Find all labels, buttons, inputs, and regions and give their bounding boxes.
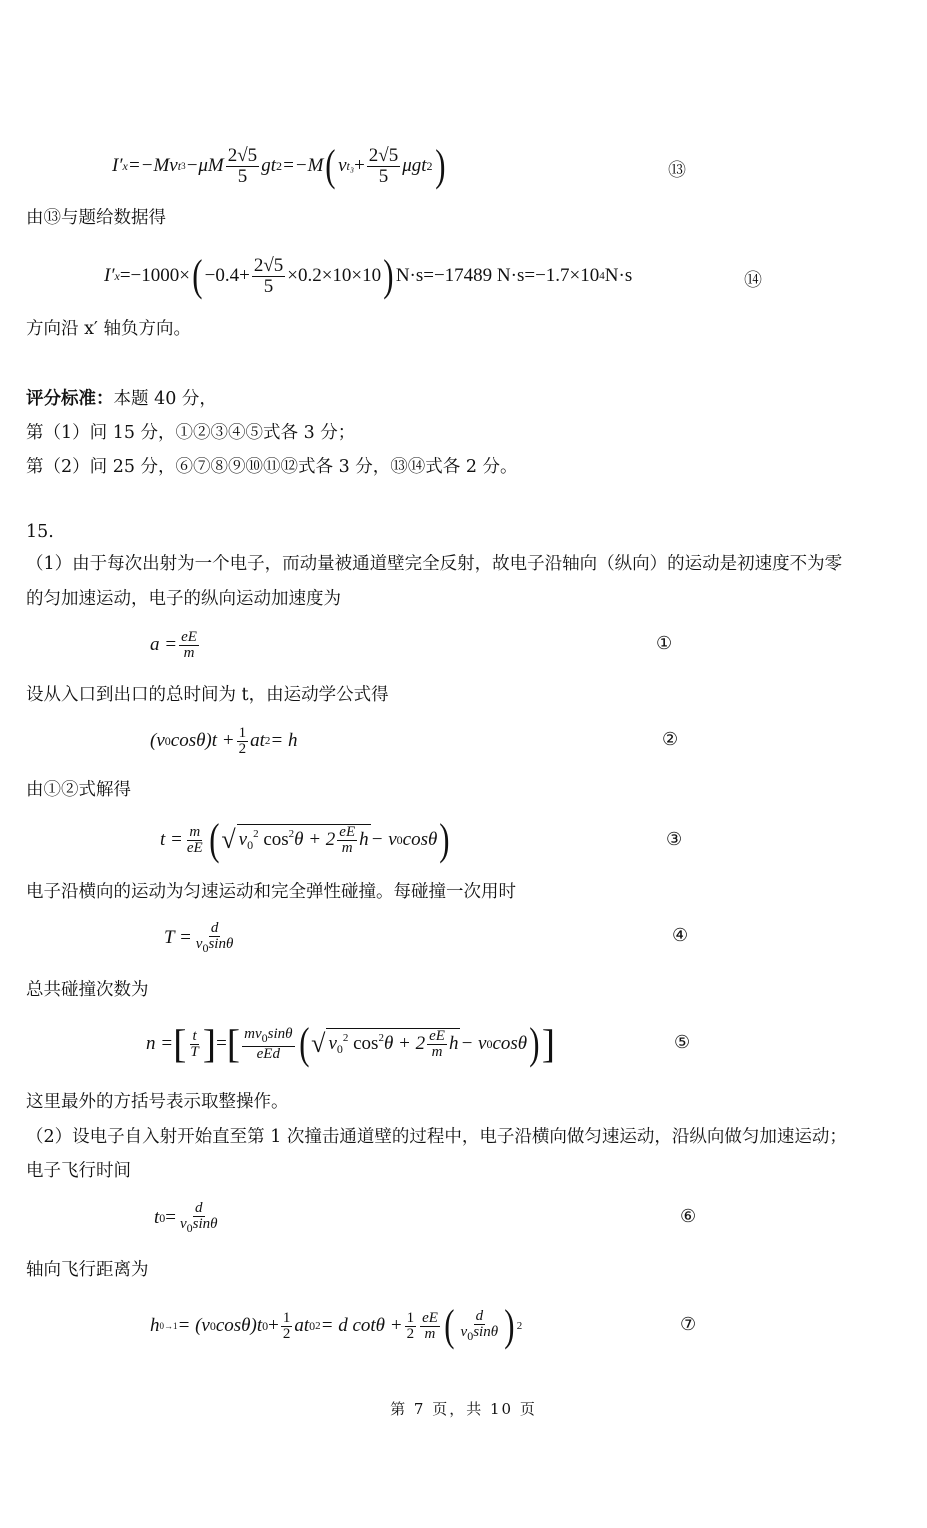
- eq5-r1e: 2: [342, 1031, 349, 1044]
- f13-in1-sub: t₃: [346, 158, 355, 173]
- eq5-sqrt-body: [326, 1028, 460, 1060]
- eq2-a: (v: [150, 730, 165, 751]
- eq7-exp: 2: [516, 1320, 523, 1332]
- eq7-d: +: [268, 1315, 279, 1336]
- eq7-n2: 1: [406, 1309, 415, 1326]
- eq3-iden: m: [341, 840, 353, 856]
- eq5-r1s: 0: [336, 1041, 343, 1056]
- eq7-frac3: [420, 1311, 440, 1342]
- eq3-r6: cosθ: [402, 829, 438, 850]
- eq3-r5s: 0: [396, 832, 403, 847]
- eq6-frac: [178, 1201, 220, 1236]
- eq-4: [164, 914, 237, 962]
- eq3-r3: θ + 2: [294, 828, 336, 850]
- eq7-ee: 2: [315, 1320, 321, 1332]
- eq3-inum: eE: [339, 824, 356, 840]
- eq-1: [150, 622, 201, 668]
- eq2-den: 2: [238, 740, 247, 757]
- eq-number-3: ③: [666, 829, 683, 850]
- text-transverse: 电子沿横向的运动为匀速运动和完全弹性碰撞。每碰撞一次用时: [26, 882, 516, 902]
- eq6-den-s: 0: [186, 1220, 193, 1235]
- eq7-d3: m: [424, 1325, 436, 1342]
- f13-frac-num: 2√5: [227, 144, 258, 166]
- eq6-num: d: [195, 1199, 203, 1216]
- f13-in3-sub: 2: [426, 158, 433, 173]
- eq5-r1: v: [328, 1032, 337, 1054]
- eq-number-4: ④: [672, 925, 689, 946]
- eq-number-6: ⑥: [680, 1206, 697, 1227]
- f14-frac-den: 5: [263, 275, 274, 297]
- eq-number-14: ⑭: [744, 270, 762, 291]
- eq7-frac4: [459, 1309, 501, 1344]
- f14-lhs-sub: x: [114, 268, 120, 283]
- f14-in1: −0.4+: [204, 265, 250, 286]
- eq7-d4s: 0: [467, 1328, 474, 1343]
- eq1-lhs: a =: [150, 634, 178, 655]
- eq5-lhs: n =: [146, 1033, 174, 1054]
- f14-part3: N·s: [604, 265, 633, 286]
- eq3-r1e: 2: [253, 827, 259, 840]
- eq5-iden: m: [431, 1044, 443, 1060]
- eq6-den-b: sinθ: [192, 1215, 218, 1232]
- f14-part2: N·s=−17489 N·s=−1.7×10: [395, 265, 600, 286]
- eq5-frac-main: [242, 1027, 294, 1062]
- scoring-title: 评分标准：: [26, 389, 114, 409]
- eq2-c: cosθ)t +: [170, 730, 235, 751]
- f13-lparen: (: [325, 141, 336, 190]
- eq7-e: at: [294, 1315, 310, 1336]
- formula-14: [104, 248, 632, 304]
- text-from-13: 由⑬与题给数据得: [26, 208, 166, 228]
- eq2-e: 2: [264, 735, 271, 747]
- f14-frac-num: 2√5: [253, 254, 284, 276]
- eq-7: [150, 1298, 522, 1354]
- eq-number-7: ⑦: [680, 1314, 697, 1335]
- eq-5: [146, 1014, 555, 1074]
- scoring-line-1: 第（1）问 15 分，①②③④⑤式各 3 分；: [26, 423, 356, 443]
- para1-line1: （1）由于每次出射为一个电子，而动量被通道壁完全反射，故电子沿轴向（纵向）的运动是初速度不为零: [26, 554, 843, 574]
- text-solve: 由①②式解得: [26, 780, 131, 800]
- eq5-r2e: 2: [378, 1031, 384, 1044]
- eq7-bs: 0: [209, 1318, 216, 1333]
- eq4-den-s: 0: [202, 940, 209, 955]
- f13-in2: +: [354, 155, 365, 176]
- eq5-r5s: 0: [486, 1036, 493, 1051]
- eq5-r4: h: [448, 1032, 459, 1054]
- eq5-num-a: mv: [244, 1025, 262, 1042]
- eq2-b: 0: [164, 733, 171, 748]
- page-footer: 第 7 页，共 10 页: [390, 1400, 537, 1418]
- eq2-f: = h: [270, 730, 298, 751]
- scoring-line-2: 第（2）问 25 分，⑥⑦⑧⑨⑩⑪⑫式各 3 分，⑬⑭式各 2 分。: [26, 457, 518, 477]
- scoring-title-rest: 本题 40 分，: [113, 389, 217, 409]
- eq2-frac: [237, 726, 249, 757]
- eq5-lbracket1: [: [173, 1021, 187, 1066]
- eq7-lparen: (: [444, 1301, 455, 1350]
- eq5-eq: =: [216, 1033, 227, 1054]
- eq1-den: m: [183, 644, 195, 661]
- eq5-tn: t: [192, 1027, 197, 1044]
- eq5-rbracket2: ]: [541, 1021, 556, 1066]
- eq5-num-b: sinθ: [267, 1025, 293, 1042]
- f13-frac-den: 5: [237, 165, 248, 187]
- f13-in1: v: [338, 155, 347, 176]
- f13-in3: μgt: [402, 155, 427, 176]
- eq3-inner-frac: [337, 825, 357, 856]
- f13-in-frac-num: 2√5: [368, 144, 399, 166]
- f13-part4: =−M: [281, 155, 324, 176]
- eq7-d4b: sinθ: [473, 1323, 499, 1340]
- eq7-a: h: [150, 1315, 160, 1336]
- eq-number-13: ⑬: [668, 160, 686, 181]
- eq3-r4: h: [359, 828, 369, 850]
- eq7-n3: eE: [422, 1309, 438, 1326]
- eq4-frac: [194, 921, 236, 956]
- eq3-lhs: t =: [160, 829, 183, 850]
- eq-number-1: ①: [656, 633, 673, 654]
- f14-exp: 4: [599, 270, 605, 282]
- eq5-radical: √: [311, 1029, 326, 1058]
- eq3-r2e: 2: [288, 827, 295, 840]
- eq4-num: d: [210, 919, 219, 936]
- problem-number: 15.: [26, 522, 54, 542]
- f14-lhs: I′: [104, 265, 115, 286]
- text-total-collisions: 总共碰撞次数为: [26, 980, 149, 1000]
- eq5-r3: θ + 2: [383, 1032, 426, 1054]
- para2-line2: 电子飞行时间: [26, 1161, 131, 1181]
- eq6-lhs-s: 0: [159, 1210, 166, 1225]
- eq-6: [154, 1194, 222, 1242]
- eq5-rbracket1: ]: [202, 1021, 217, 1066]
- eq-number-5: ⑤: [674, 1032, 691, 1053]
- eq3-radical: √: [221, 825, 236, 854]
- f13-in-frac-den: 5: [378, 165, 389, 187]
- eq7-f: = d cotθ +: [320, 1315, 403, 1336]
- eq5-rparen: ): [529, 1019, 540, 1068]
- f14-frac: [252, 256, 285, 297]
- eq-2: [150, 718, 297, 764]
- eq3-r1: v: [238, 828, 248, 850]
- eq3-den: eE: [186, 839, 203, 856]
- eq5-r5: − v: [460, 1033, 487, 1054]
- f13-v-sub: t: [177, 158, 182, 173]
- text-direction: 方向沿 x′ 轴负方向。: [26, 319, 191, 339]
- para1-line2: 的匀加速运动，电子的纵向运动加速度为: [26, 589, 341, 609]
- f14-in2: ×0.2×10×10: [287, 265, 382, 286]
- eq4-den-a: v: [195, 935, 203, 952]
- eq3-frac: [185, 825, 205, 856]
- eq1-frac: [179, 630, 199, 661]
- eq5-frac-tT: [188, 1029, 200, 1060]
- eq2-num: 1: [238, 724, 247, 741]
- eq4-lhs: T =: [164, 927, 192, 948]
- eq5-lbracket2: [: [226, 1021, 241, 1066]
- f14-rparen: ): [383, 251, 394, 300]
- eq4-den-b: sinθ: [208, 935, 234, 952]
- eq6-den-a: v: [180, 1215, 187, 1232]
- f13-in-frac: [367, 146, 400, 187]
- eq-3: [160, 814, 452, 866]
- f13-lhs-sub: x: [122, 158, 128, 173]
- formula-13: [112, 138, 447, 194]
- f13-frac: [226, 146, 259, 187]
- f13-part2: −μM: [185, 155, 224, 176]
- eq6-lhs-a: t: [154, 1207, 160, 1228]
- eq5-r6: cosθ: [492, 1033, 528, 1054]
- f13-t-sub: 2: [275, 158, 282, 173]
- eq5-inum: eE: [429, 1028, 445, 1044]
- eq7-frac1: [281, 1311, 293, 1342]
- f13-part3: gt: [261, 155, 276, 176]
- eq7-cs: 0: [262, 1318, 269, 1333]
- f13-v-subsub: 3: [181, 161, 186, 171]
- eq3-rparen: ): [439, 815, 450, 864]
- text-axial: 轴向飞行距离为: [26, 1260, 149, 1280]
- eq3-r2: cos: [263, 828, 289, 850]
- eq7-as: 0→1: [159, 1321, 178, 1331]
- eq7-frac2: [405, 1311, 417, 1342]
- text-total-time: 设从入口到出口的总时间为 t，由运动学公式得: [26, 685, 389, 705]
- scoring-title-line: [26, 388, 217, 410]
- eq3-r5: − v: [370, 829, 397, 850]
- eq5-lparen: (: [298, 1019, 309, 1068]
- eq7-c: cosθ)t: [215, 1315, 263, 1336]
- eq7-b: = (v: [177, 1315, 210, 1336]
- eq3-lparen: (: [208, 815, 220, 864]
- eq7-rparen: ): [504, 1301, 515, 1350]
- f13-lhs: I′: [112, 155, 123, 176]
- eq7-n1: 1: [282, 1309, 291, 1326]
- eq3-sqrt-body: [237, 824, 371, 856]
- eq5-den: eEd: [256, 1045, 280, 1062]
- eq2-d: at: [250, 730, 265, 751]
- eq5-num-s: 0: [261, 1030, 268, 1045]
- eq7-n4: d: [475, 1307, 484, 1324]
- eq5-inner-frac: [427, 1029, 447, 1060]
- f14-lparen: (: [192, 251, 203, 300]
- eq5-td: T: [190, 1043, 199, 1060]
- eq7-es: 0: [309, 1318, 316, 1333]
- eq7-d2: 2: [406, 1325, 415, 1342]
- eq7-d1: 2: [282, 1325, 291, 1342]
- eq6-lhs-b: =: [165, 1207, 176, 1228]
- para2-line1: （2）设电子自入射开始直至第 1 次撞击通道壁的过程中，电子沿横向做匀速运动，沿纵向做匀加速运动；: [26, 1127, 847, 1147]
- eq1-num: eE: [181, 628, 197, 645]
- eq-number-2: ②: [662, 729, 679, 750]
- f13-part1: =−Mv: [127, 155, 178, 176]
- eq7-d4a: v: [460, 1323, 468, 1340]
- eq3-r1s: 0: [247, 837, 254, 852]
- eq3-num: m: [189, 823, 201, 840]
- text-bracket: 这里最外的方括号表示取整操作。: [26, 1092, 289, 1112]
- eq5-r2: cos: [353, 1032, 379, 1054]
- f14-part1: =−1000×: [119, 265, 190, 286]
- f13-rparen: ): [434, 141, 446, 190]
